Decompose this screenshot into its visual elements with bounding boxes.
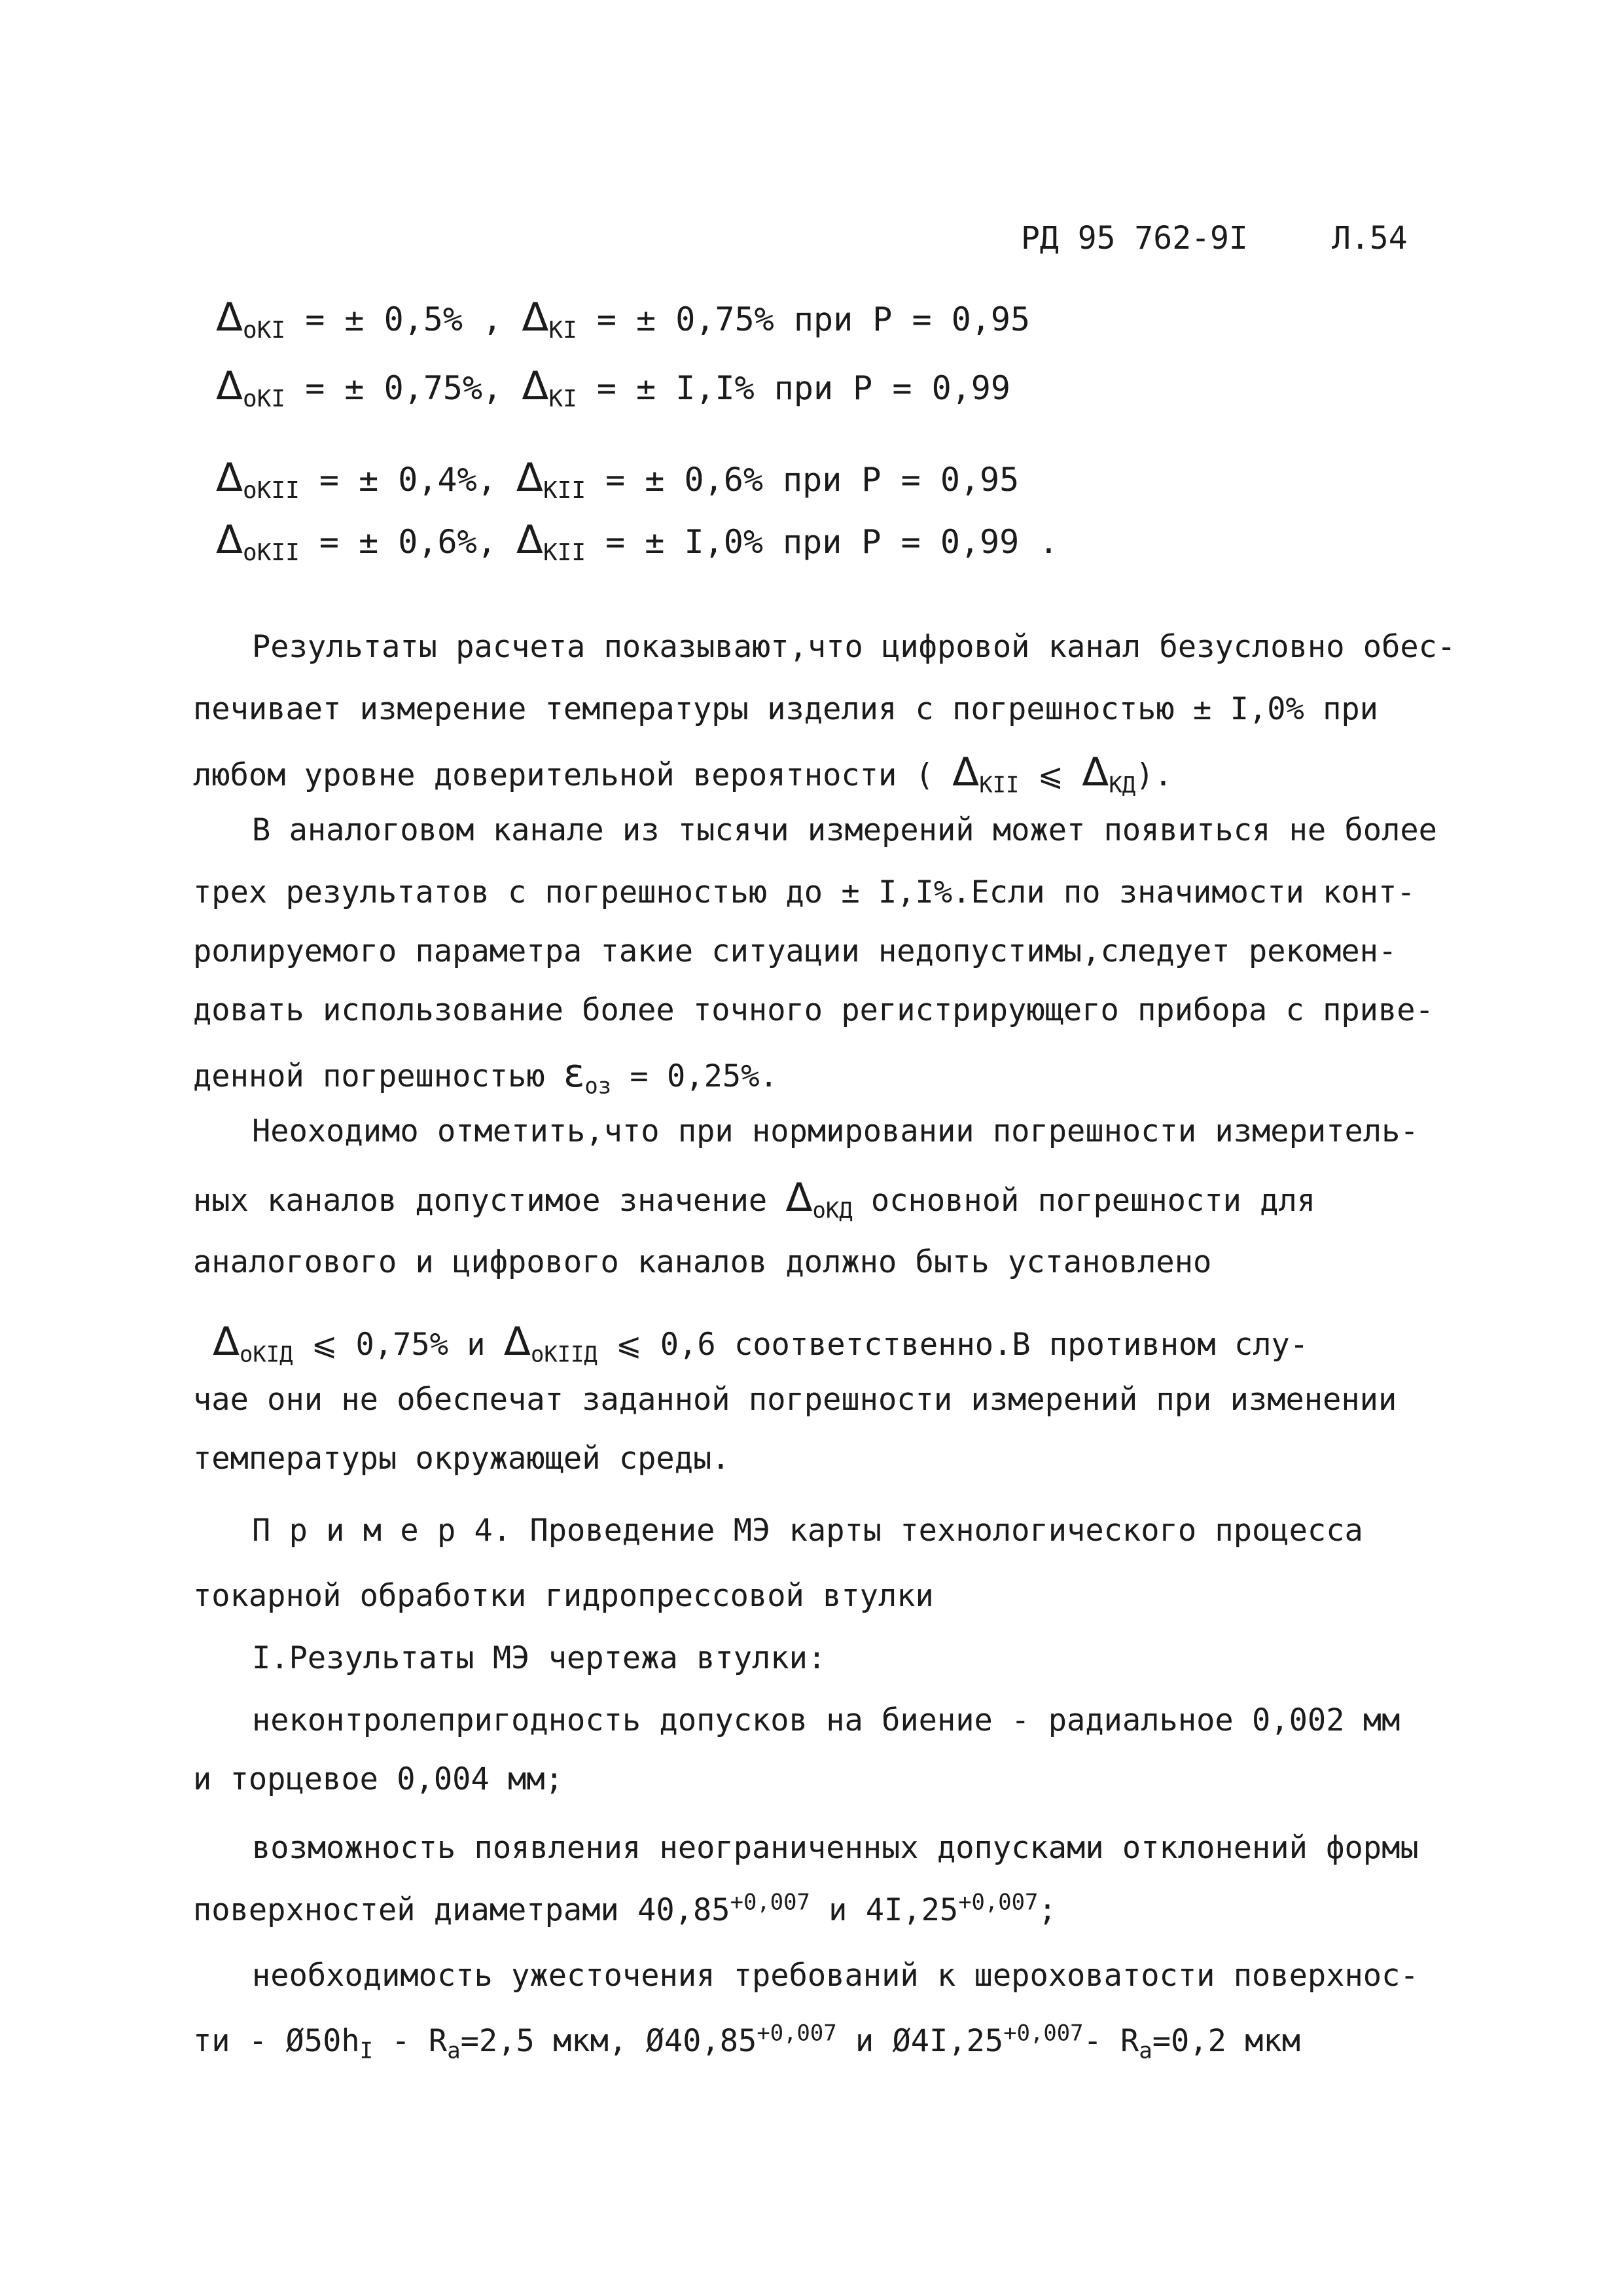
paragraph-1-line-3: любом уровне доверительной вероятности ( $\Delta_{КII}$ ⩽ $\Delta_{КД}$). xyxy=(193,749,1173,798)
delta-symbol: Δ xyxy=(1082,749,1109,795)
paragraph-1-line-2: печивает измерение температуры изделия с погрешностью ± I,0% при xyxy=(193,691,1378,727)
paragraph-3-line-5: чае они не обеспечат заданной погрешности измерений при изменении xyxy=(193,1382,1397,1418)
equation-line-2: $\Delta_{оКI}$ = ± 0,75%, $\Delta_{КI}$ = ± I,I% при Р = 0,99 xyxy=(216,363,1011,412)
paragraph-2-line-4: довать использование более точного регистрирующего прибора с приве- xyxy=(193,992,1434,1028)
paragraph-2-line-1: В аналоговом канале из тысячи измерений может появиться не более xyxy=(252,812,1437,848)
delta-symbol: Δ xyxy=(516,517,543,563)
paragraph-1-line-1: Результаты расчета показывают,что цифровой канал безусловно обес- xyxy=(252,629,1456,665)
epsilon-symbol: ε xyxy=(563,1050,585,1096)
example-heading: П р и м е р 4. Проведение МЭ карты технологического процесса xyxy=(252,1513,1363,1549)
paragraph-2-line-5: денной погрешностью $\varepsilon_{оз} = 0,25\%$. xyxy=(193,1050,778,1099)
equation-line-1: $\Delta_{оКI}$ = ± 0,5% , $\Delta_{КI}$ = ± 0,75% при Р = 0,95 xyxy=(216,295,1031,344)
delta-symbol: Δ xyxy=(216,363,243,409)
paragraph-3-line-1: Неоходимо отметить,что при нормировании погрешности измеритель- xyxy=(252,1113,1419,1149)
paragraph-2-line-3: ролируемого параметра такие ситуации недопустимы,следует рекомен- xyxy=(193,933,1397,969)
paragraph-2-line-2: трех результатов с погрешностью до ± I,I%.Если по значимости конт- xyxy=(193,874,1416,910)
delta-symbol: Δ xyxy=(216,517,243,563)
delta-symbol: Δ xyxy=(952,749,980,795)
delta-symbol: Δ xyxy=(785,1175,813,1221)
bullet-2-line-1: возможность появления неограниченных допусками отклонений формы xyxy=(252,1830,1419,1866)
bullet-3-line-2: ти - $Ø50h_I - R_a=2,5$ мкм, $Ø40,85^{+0,007}$ и $Ø4I,25^{+0,007}-$ $R_a=0,2$ мкм xyxy=(193,2020,1301,2064)
paragraph-3-line-6: температуры окружающей среды. xyxy=(193,1441,730,1477)
bullet-1-line-2: и торцевое 0,004 мм; xyxy=(193,1761,563,1797)
equation-line-4: $\Delta_{оКII}$ = ± 0,6%, $\Delta_{КII}$ = ± I,0% при Р = 0,99 . xyxy=(216,517,1059,566)
paragraph-3-line-3: аналогового и цифрового каналов должно быть установлено xyxy=(193,1244,1212,1280)
item-1-heading: I.Результаты МЭ чертежа втулки: xyxy=(252,1640,827,1676)
delta-symbol: Δ xyxy=(516,455,543,501)
delta-symbol: Δ xyxy=(216,295,243,340)
doc-code: РД 95 762-9I xyxy=(1021,220,1248,257)
paragraph-3-line-2: ных каналов допустимое значение $\Delta_{оКД}$ основной погрешности для xyxy=(193,1175,1316,1223)
example-label: П р и м е р 4. xyxy=(252,1513,512,1549)
delta-symbol: Δ xyxy=(213,1319,240,1365)
sheet-number: Л.54 xyxy=(1332,220,1408,257)
bullet-1-line-1: неконтролепригодность допусков на биение - радиальное 0,002 мм xyxy=(252,1702,1400,1738)
delta-symbol: Δ xyxy=(522,295,549,340)
delta-symbol: Δ xyxy=(522,363,549,409)
example-title-line-2: токарной обработки гидропрессовой втулки xyxy=(193,1578,934,1614)
delta-symbol: Δ xyxy=(503,1319,531,1365)
equation-line-3: $\Delta_{оКII}$ = ± 0,4%, $\Delta_{КII}$ = ± 0,6% при Р = 0,95 xyxy=(216,455,1020,504)
paragraph-3-line-4: $\Delta_{оКIД}$ ⩽ 0,75% и $\Delta_{оКIIД}$ ⩽ 0,6 соответственно.В противном слу- xyxy=(213,1319,1309,1367)
bullet-3-line-1: необходимость ужесточения требований к шероховатости поверхнос- xyxy=(252,1958,1419,1994)
delta-symbol: Δ xyxy=(216,455,243,501)
bullet-2-line-2: поверхностей диаметрами $40,85^{+0,007}$ и $4I,25^{+0,007}$; xyxy=(193,1889,1057,1928)
